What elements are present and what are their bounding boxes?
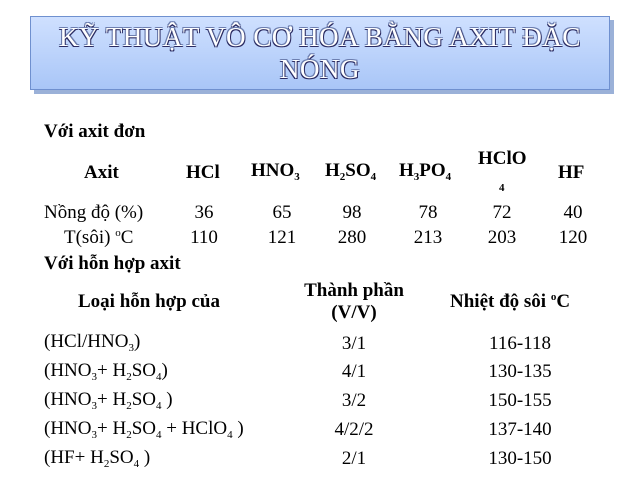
ratio-cell: 2/1 bbox=[341, 448, 367, 469]
acid-hcl: HCl bbox=[186, 162, 220, 183]
title-banner bbox=[30, 16, 610, 90]
acid-hclo4-subscript: 4 bbox=[499, 182, 505, 194]
temp-header: Nhiệt độ sôi $^o$C bbox=[450, 291, 571, 312]
temp-cell: 137-140 bbox=[488, 419, 552, 440]
mixture-cell: ($HF+ H_2SO_4$ ) bbox=[44, 447, 151, 470]
value-cell: 120 bbox=[558, 227, 588, 248]
row-label-concentration: Nồng độ (%) bbox=[44, 202, 144, 223]
mixture-cell: $(HNO_3+ H_2SO_4)$ bbox=[44, 360, 168, 383]
temp-cell: 130-150 bbox=[488, 448, 552, 469]
value-cell: 213 bbox=[413, 227, 443, 248]
value-cell: 36 bbox=[194, 202, 214, 223]
ratio-header-line1: Thành phần bbox=[304, 280, 404, 301]
value-cell: 121 bbox=[267, 227, 297, 248]
value-cell: 203 bbox=[487, 227, 517, 248]
acid-hno3: $HNO_3$ bbox=[251, 160, 300, 183]
value-cell: 40 bbox=[563, 202, 583, 223]
section-heading-single-acid: Với axit đơn bbox=[44, 121, 146, 142]
mixture-cell: ($HNO_3+ H_2SO_4$ + HClO$_4$ ) bbox=[44, 418, 244, 441]
section-heading-mixed-acid: Với hỗn hợp axit bbox=[44, 253, 181, 274]
ratio-cell: 4/2/2 bbox=[334, 419, 374, 440]
ratio-cell: 4/1 bbox=[341, 361, 367, 382]
acid-h3po4: $H_3PO_4$ bbox=[399, 160, 452, 183]
acid-h2so4: $H_2SO_4$ bbox=[325, 160, 377, 183]
value-cell: 98 bbox=[342, 202, 362, 223]
value-cell: 110 bbox=[190, 227, 218, 248]
mixture-cell: ($HNO_3+ H_2SO_4$ ) bbox=[44, 389, 173, 412]
ratio-cell: 3/1 bbox=[341, 333, 367, 354]
ratio-header-line2: (V/V) bbox=[331, 302, 377, 323]
value-cell: 280 bbox=[337, 227, 367, 248]
value-cell: 78 bbox=[418, 202, 438, 223]
value-cell: 72 bbox=[492, 202, 512, 223]
page-title: KỸ THUẬT VÔ CƠ HÓA BẰNG AXIT ĐẶC NÓNG bbox=[59, 22, 581, 84]
temp-cell: 150-155 bbox=[488, 390, 552, 411]
temp-cell: 116-118 bbox=[489, 333, 551, 354]
acid-hf: HF bbox=[558, 162, 585, 183]
temp-cell: 130-135 bbox=[488, 361, 552, 382]
acid-hclo4: HClO bbox=[478, 148, 527, 169]
row-label-boiling: T(sôi) $^o$C bbox=[64, 227, 134, 248]
acid-header-label: Axit bbox=[84, 162, 119, 183]
mixture-cell: $(HCl/HNO_3)$ bbox=[44, 331, 141, 354]
ratio-cell: 3/2 bbox=[341, 390, 367, 411]
mixture-header: Loại hỗn hợp của bbox=[78, 291, 220, 312]
value-cell: 65 bbox=[272, 202, 292, 223]
